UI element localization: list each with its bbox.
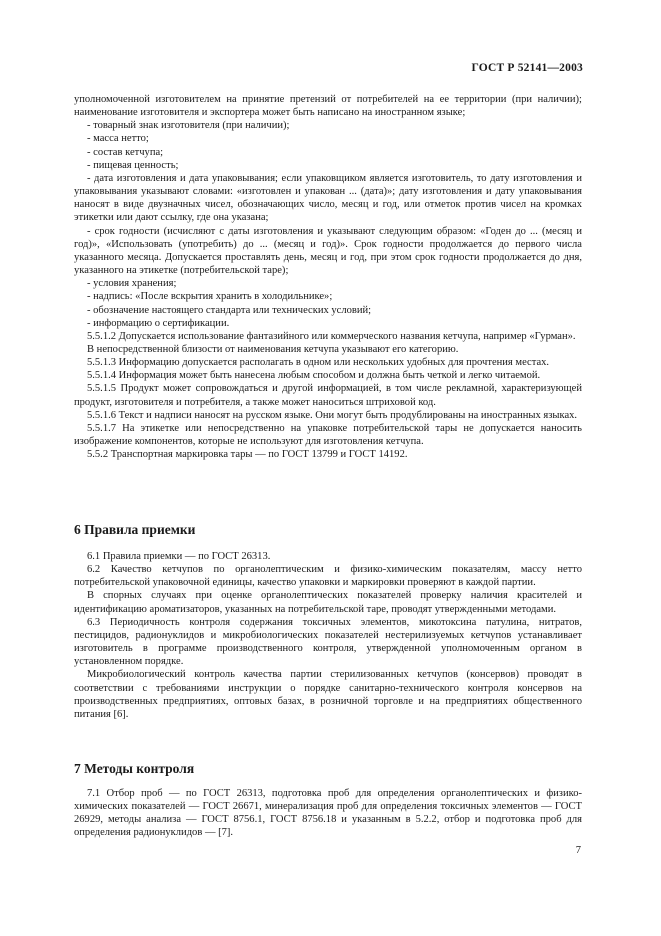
paragraph: 5.5.1.3 Информацию допускается располагать в одном или нескольких удобных для прочтения местах. xyxy=(87,357,550,369)
paragraph: В спорных случаях при оценке органолептических показателей проверку наличия красителей и идентификацию ароматизаторов, указанных на потребительской таре, проводят утвержденными методами. xyxy=(74,590,582,615)
paragraph: 6.1 Правила приемки — по ГОСТ 26313. xyxy=(87,551,271,562)
paragraph: 5.5.1.5 Продукт может сопровождаться и другой информацией, в том числе рекламной, характеризующей продукт, изготовителя и потребителя, а также может наноситься штриховой код. xyxy=(74,383,582,408)
paragraph: - информацию о сертификации. xyxy=(87,317,230,329)
paragraph: - масса нетто; xyxy=(87,133,149,145)
paragraph: - пищевая ценность; xyxy=(87,159,179,171)
paragraph: - условия хранения; xyxy=(87,278,177,290)
paragraph: - дата изготовления и дата упаковывания; если упаковщиком является изготовитель, то дату изготовления и упаковывания указывают словами: «изготовлен и упакован ... (дата)»; дату изготовления и дату упаковывания наносят в виде двузначных чисел, обозначающих число, месяц и год, или отметок против чисел на кромках этикетки или дают ссылку, где она указана; xyxy=(74,172,582,224)
section-7-title: 7 Методы контроля xyxy=(74,761,195,776)
paragraph: Микробиологический контроль качества партии стерилизованных кетчупов (консервов) проводят в соответствии с требованиями инструкции о порядке санитарно-технического контроля консервов на производственных предприятиях, оптовых базах, в розничной торговле и на предприятиях общественного питания [6]. xyxy=(74,669,582,720)
paragraph: - состав кетчупа; xyxy=(87,146,164,158)
paragraph: 5.5.1.7 На этикетке или непосредственно на упаковке потребительской тары не допускается наносить изображение компонентов, которые не используют для изготовления кетчупа. xyxy=(74,422,582,448)
paragraph: 5.5.1.4 Информация может быть нанесена любым способом и должна быть четкой и легко читаемой. xyxy=(87,370,541,382)
paragraph: уполномоченной изготовителем на принятие претензий от потребителей на ее территории (при наличии); наименование изготовителя и экспортера может быть написано на иностранном языке; xyxy=(74,94,582,119)
document-header-id: ГОСТ Р 52141—2003 xyxy=(471,62,583,74)
paragraph: - товарный знак изготовителя (при наличии); xyxy=(87,120,290,132)
section-6-title: 6 Правила приемки xyxy=(74,522,196,537)
paragraph: - срок годности (исчисляют с даты изготовления и указывают следующим образом: «Годен до ... (месяц и год)», «Использовать (употребить) до ... (месяц и год)». Срок годности продолжается до первого числа указанного месяца. Допускается проставлять день, месяц и год, при этом срок годности продолжается до дня, указанного на этикетке (потребительской таре); xyxy=(74,225,582,277)
paragraph: В непосредственной близости от наименования кетчупа указывают его категорию. xyxy=(87,343,459,355)
page-number: 7 xyxy=(575,845,581,856)
paragraph: 5.5.1.6 Текст и надписи наносят на русском языке. Они могут быть продублированы на иностранных языках. xyxy=(87,409,578,421)
paragraph: 7.1 Отбор проб — по ГОСТ 26313, подготовка проб для определения органолептических и физико-химических показателей — ГОСТ 26671, минерализация проб для определения токсичных элементов — ГОСТ 26929, методы анализа — ГОСТ 8756.1, ГОСТ 8756.18 и указанным в 5.2.2, отбор и подготовка проб для определения радионуклидов — [7]. xyxy=(74,788,582,839)
acceptance-rules-text xyxy=(74,550,582,721)
paragraph: 5.5.2 Транспортная маркировка тары — по ГОСТ 13799 и ГОСТ 14192. xyxy=(87,449,408,461)
control-methods-text xyxy=(74,787,582,840)
paragraph: 5.5.1.2 Допускается использование фантазийного или коммерческого названия кетчупа, например «Гурман». xyxy=(87,330,576,342)
paragraph: 6.3 Периодичность контроля содержания токсичных элементов, микотоксина патулина, нитратов, пестицидов, радионуклидов и микробиологических показателей нестерилизуемых кетчупов устанавливает изготовитель в программе производственного контроля, утвержденной уполномоченным органом в установленном порядке. xyxy=(74,616,582,668)
paragraph: 6.2 Качество кетчупов по органолептическим и физико-химическим показателям, массу нетто потребительской упаковочной единицы, качество упаковки и маркировки проверяют в каждой партии. xyxy=(74,564,582,589)
paragraph: - надпись: «После вскрытия хранить в холодильнике»; xyxy=(87,291,333,303)
marking-section-text xyxy=(74,93,582,461)
paragraph: - обозначение настоящего стандарта или технических условий; xyxy=(87,304,372,316)
